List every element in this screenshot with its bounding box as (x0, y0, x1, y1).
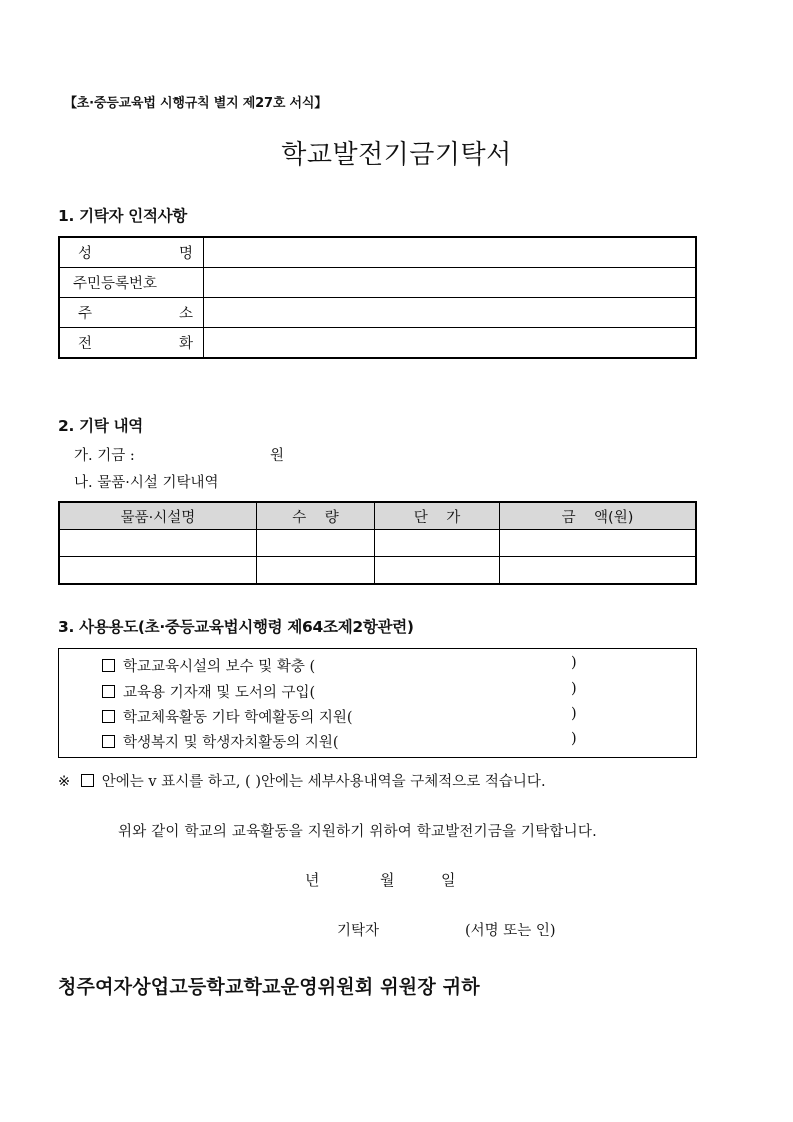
close-paren: ) (571, 655, 577, 671)
phone-label: 전 화 (59, 328, 204, 359)
name-field[interactable] (204, 237, 697, 268)
form-reference: 【초·중등교육법 시행규칙 별지 제27호 서식】 (64, 96, 328, 111)
resident-number-field[interactable] (204, 268, 697, 298)
recipient-line: 청주여자상업고등학교학교운영위원회 위원장 귀하 (58, 976, 480, 998)
table-header-row (59, 502, 696, 530)
name-label: 성 명 (59, 237, 204, 268)
checkbox[interactable] (102, 735, 115, 748)
quantity-cell[interactable] (257, 557, 375, 585)
signature-hint: (서명 또는 인) (465, 923, 556, 939)
column-header: 수 량 (257, 502, 375, 530)
section3-title: 3. 사용용도(초·중등교육법시행령 제64조제2항관련) (58, 618, 414, 636)
phone-field[interactable] (204, 328, 697, 359)
address-label: 주 소 (59, 298, 204, 328)
section1-title: 1. 기탁자 인적사항 (58, 207, 187, 225)
table-row (59, 237, 696, 268)
date-day: 일 (441, 871, 456, 889)
column-header: 물품·시설명 (59, 502, 257, 530)
declaration-statement: 위와 같이 학교의 교육활동을 지원하기 위하여 학교발전기금을 기탁합니다. (118, 824, 597, 840)
close-paren: ) (571, 681, 577, 697)
address-field[interactable] (204, 298, 697, 328)
amount-cell[interactable] (500, 557, 697, 585)
date-year: 년 (305, 871, 320, 889)
close-paren: ) (571, 706, 577, 722)
instruction-note: ※ 안에는 v 표시를 하고, ( )안에는 세부사용내역을 구체적으로 적습니다. (58, 774, 546, 790)
table-row (59, 530, 696, 557)
checkbox[interactable] (102, 659, 115, 672)
checkbox[interactable] (102, 685, 115, 698)
unit-price-cell[interactable] (375, 557, 500, 585)
section2-title: 2. 기탁 내역 (58, 417, 143, 435)
amount-cell[interactable] (500, 530, 697, 557)
goods-name-cell[interactable] (59, 557, 257, 585)
goods-table (58, 501, 697, 585)
table-row (59, 298, 696, 328)
goods-label: 나. 물품·시설 기탁내역 (74, 475, 219, 491)
reference-mark: ※ (58, 774, 71, 790)
checkbox-symbol (81, 774, 94, 787)
quantity-cell[interactable] (257, 530, 375, 557)
checkbox[interactable] (102, 710, 115, 723)
usage-item[interactable]: 학생복지 및 학생자치활동의 지원( (102, 731, 339, 752)
donor-info-table (58, 236, 697, 359)
usage-item[interactable]: 교육용 기자재 및 도서의 구입( (102, 681, 315, 702)
usage-item[interactable]: 학교체육활동 기타 학예활동의 지원( (102, 706, 353, 727)
usage-item[interactable]: 학교교육시설의 보수 및 확충 ( (102, 655, 315, 676)
goods-name-cell[interactable] (59, 530, 257, 557)
resident-number-label: 주민등록번호 (59, 268, 204, 298)
date-month: 월 (380, 871, 395, 889)
table-row (59, 268, 696, 298)
fund-unit: 원 (270, 448, 285, 464)
fund-label: 가. 기금 : (74, 448, 135, 464)
donor-signature-label: 기탁자 (337, 923, 380, 939)
close-paren: ) (571, 731, 577, 747)
column-header: 금 액(원) (500, 502, 697, 530)
unit-price-cell[interactable] (375, 530, 500, 557)
column-header: 단 가 (375, 502, 500, 530)
document-title: 학교발전기금기탁서 (281, 140, 512, 170)
table-row (59, 328, 696, 359)
table-row (59, 557, 696, 585)
